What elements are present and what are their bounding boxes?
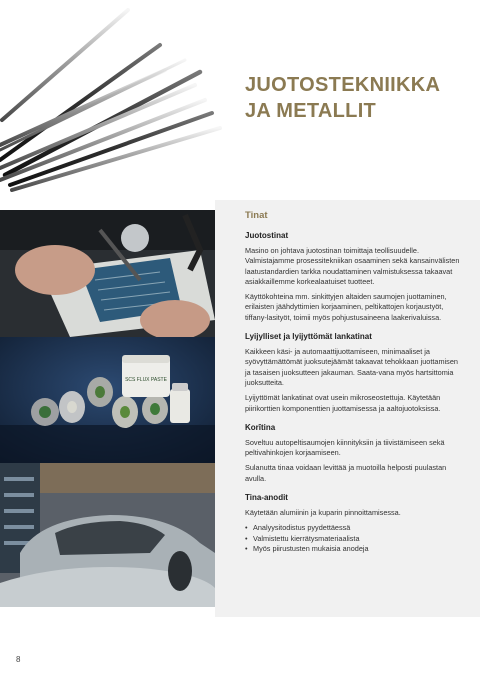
soldering-photo xyxy=(0,210,215,337)
bullet-text: Myös piirustusten mukaisia anodeja xyxy=(253,543,369,553)
block-heading: Juotostinat xyxy=(245,231,289,240)
page-title-line1: JUOTOSTEKNIIKKA xyxy=(245,74,441,96)
bullet-item xyxy=(245,523,460,533)
block-paragraph: Käytetään alumiinin ja kuparin pinnoittamisessa. xyxy=(245,508,401,518)
page-title-line2: JA METALLIT xyxy=(245,100,377,122)
bullet-item xyxy=(245,534,460,544)
bullet-item xyxy=(245,544,460,554)
block-lankatinat xyxy=(245,332,460,414)
block-paragraph: Sulanutta tinaa voidaan levittää ja muotoilla helposti puulastan avulla. xyxy=(245,463,447,483)
block-heading: Lyijylliset ja lyijyttömät lankatinat xyxy=(245,332,372,342)
block-paragraph: Lyijyttömät lankatinat ovat usein mikroseostettuja. Käytetään piirikorttien komponenttien juottamisessa ja aaltojuotoksissa. xyxy=(245,393,441,413)
page-title xyxy=(245,72,470,124)
block-paragraph: Käyttökohteina mm. sinkittyjen altaiden saumojen juottaminen, erilaisten jäähdyttimien korjaaminen, peltikattojen korjaustyöt, tiffany-lasityöt, toimii myös pohjustusaineena laakerivaluissa. xyxy=(245,292,447,322)
block-paragraph: Kaikkeen käsi- ja automaattijuottamiseen, minimaaliset ja syövyttämättömät juoksutejäämät takaavat tehokkaan juottamisen ja tasaisen juoksutteen jakauman. Saata-vana myös hartsittomia juoksutteita. xyxy=(245,347,458,387)
block-tina-anodit xyxy=(245,493,460,554)
block-paragraph: Soveltuu autopeltisaumojen kiinnityksiin ja tiivistämiseen sekä peltivahinkojen korjaamiseen. xyxy=(245,437,445,458)
block-juotostinat xyxy=(245,231,460,323)
solder-rods-image xyxy=(0,0,230,200)
block-koritina xyxy=(245,423,460,484)
bullet-list xyxy=(245,523,460,554)
page-number: 8 xyxy=(16,655,21,664)
block-paragraph: Masino on johtava juotostinan toimittaja teollisuudelle. Valmistajamme prosessitekniikan osaaminen sekä kansainvälisten laatustandardien tarkka noudattaminen valmistuksessa takaavat asiakkaillemme korkealaatuiset tuotteet. xyxy=(245,246,460,286)
bullet-dot-icon: • xyxy=(245,543,248,553)
car-workshop-photo xyxy=(0,463,215,607)
bullet-text: Analyysitodistus pyydettäessä xyxy=(253,523,351,533)
bullet-text: Valmistettu kierrätysmateriaalista xyxy=(253,533,360,543)
block-heading: Korītina xyxy=(245,422,276,432)
bullet-dot-icon: • xyxy=(245,523,248,533)
section-title: Tinat xyxy=(245,210,268,221)
bullet-dot-icon: • xyxy=(245,533,248,543)
content-panel xyxy=(215,200,480,617)
flux-paste-label: SCS FLUX PASTE xyxy=(125,377,167,383)
solder-spools-photo xyxy=(0,337,215,463)
block-heading: Tina-anodit xyxy=(245,493,288,503)
